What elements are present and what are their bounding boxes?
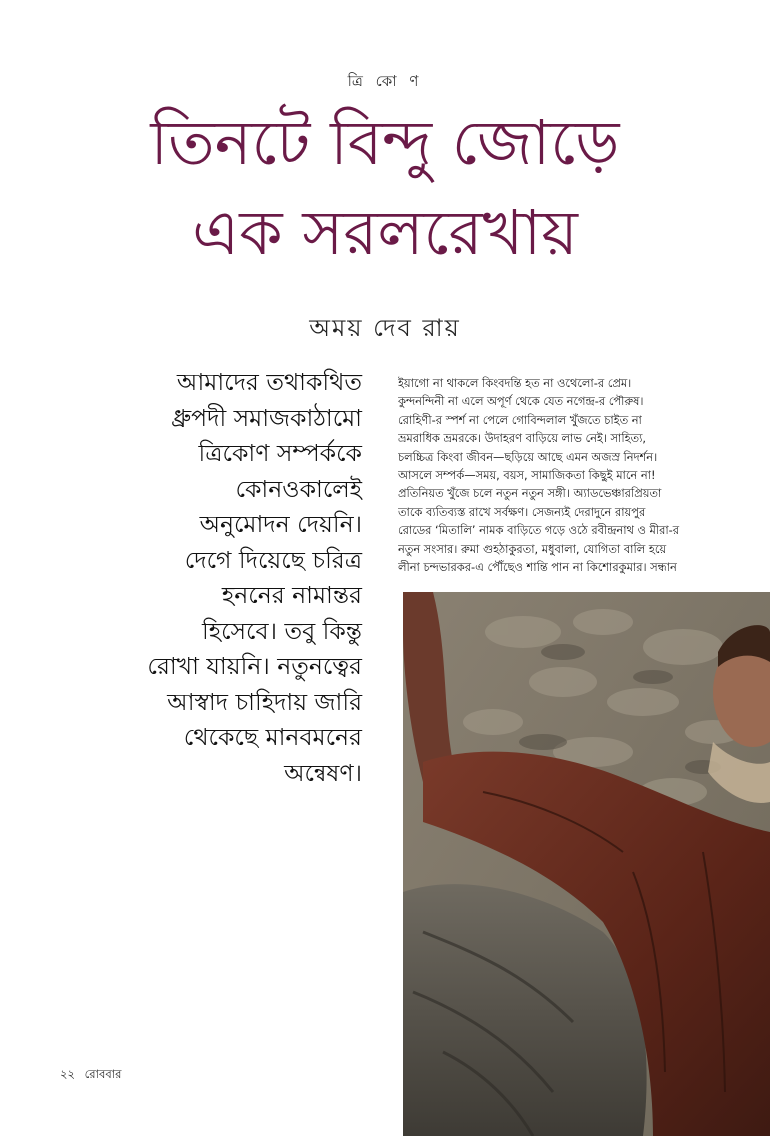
section-label: ত্রি কো ণ	[347, 72, 423, 90]
body-line: আসলে সম্পর্ক—সময়, বয়স, সামাজিকতা কিছুই মানে না!	[398, 468, 656, 483]
headline-line-2: এক সরলরেখায়	[192, 196, 578, 269]
body-line: চলচ্চিত্র কিংবা জীবন—ছড়িয়ে আছে এমন অজস্র নিদর্শন।	[398, 449, 658, 464]
body-line: নতুন সংসার। রুমা গুহঠাকুরতা, মধুবালা, যোগিতা বালি হয়ে	[398, 541, 667, 556]
byline: অময় দেব রায়	[309, 314, 461, 342]
body-line: লীনা চন্দভারকর-এ পৌঁছেও শান্তি পান না কিশোরকুমার। সন্ধান	[398, 560, 677, 575]
magazine-name: রোববার	[84, 1067, 122, 1081]
page-number: ২২	[60, 1067, 75, 1081]
body-line: কুন্দনন্দিনী না এলে অপূর্ণ থেকে যেত নগেন্দ্র-র পৌরুষ।	[398, 394, 644, 409]
lead-line: অনুমোদন দেয়নি।	[199, 510, 362, 538]
body-line: রোডের ‘মিতালি’ নামক বাড়িতে গড়ে ওঠে রবীন্দ্রনাথ ও মীরা-র	[398, 523, 680, 538]
body-paragraph	[398, 374, 768, 576]
article-photo	[403, 592, 770, 1136]
lead-line: অন্বেষণ।	[284, 758, 362, 787]
lead-line: থেকেছে মানবমনের	[183, 723, 362, 751]
lead-line: রোখা যায়নি। নতুনত্বের	[147, 652, 362, 680]
lead-line: ধ্রুপদী সমাজকাঠামো	[171, 403, 362, 432]
lead-line: আস্বাদ চাহিদায় জারি	[167, 687, 362, 716]
lead-line: আমাদের তথাকথিত	[176, 368, 362, 396]
lead-line: কোনওকালেই	[235, 474, 362, 503]
lead-line: হননের নামান্তর	[221, 581, 362, 609]
lead-line: ত্রিকোণ সম্পর্ককে	[198, 439, 362, 467]
page-footer	[60, 1066, 121, 1085]
body-line: ভ্রমরাধিক ভ্রমরকে। উদাহরণ বাড়িয়ে লাভ নেই। সাহিত্য,	[398, 431, 647, 446]
lead-line: দেগে দিয়েছে চরিত্র	[184, 545, 362, 574]
body-line: তাকে ব্যতিব্যস্ত রাখে সর্বক্ষণ। সেজন্যই দেরাদুনে রায়পুর	[398, 504, 646, 519]
body-line: প্রতিনিয়ত খুঁজে চলে নতুন নতুন সঙ্গী। অ্যাডভেঞ্চারপ্রিয়তা	[398, 486, 662, 501]
lead-paragraph	[60, 365, 362, 791]
body-line: রোহিণী-র স্পর্শ না পেলে গোবিন্দলাল খুঁজতে চাইত না	[398, 412, 642, 427]
lead-line: হিসেবে। তবু কিন্তু	[202, 616, 362, 645]
body-line: ইয়াগো না থাকলে কিংবদন্তি হত না ওথেলো-র প্রেম।	[398, 376, 632, 390]
headline	[60, 98, 710, 278]
headline-line-1: তিনটে বিন্দু জোড়ে	[150, 106, 620, 179]
